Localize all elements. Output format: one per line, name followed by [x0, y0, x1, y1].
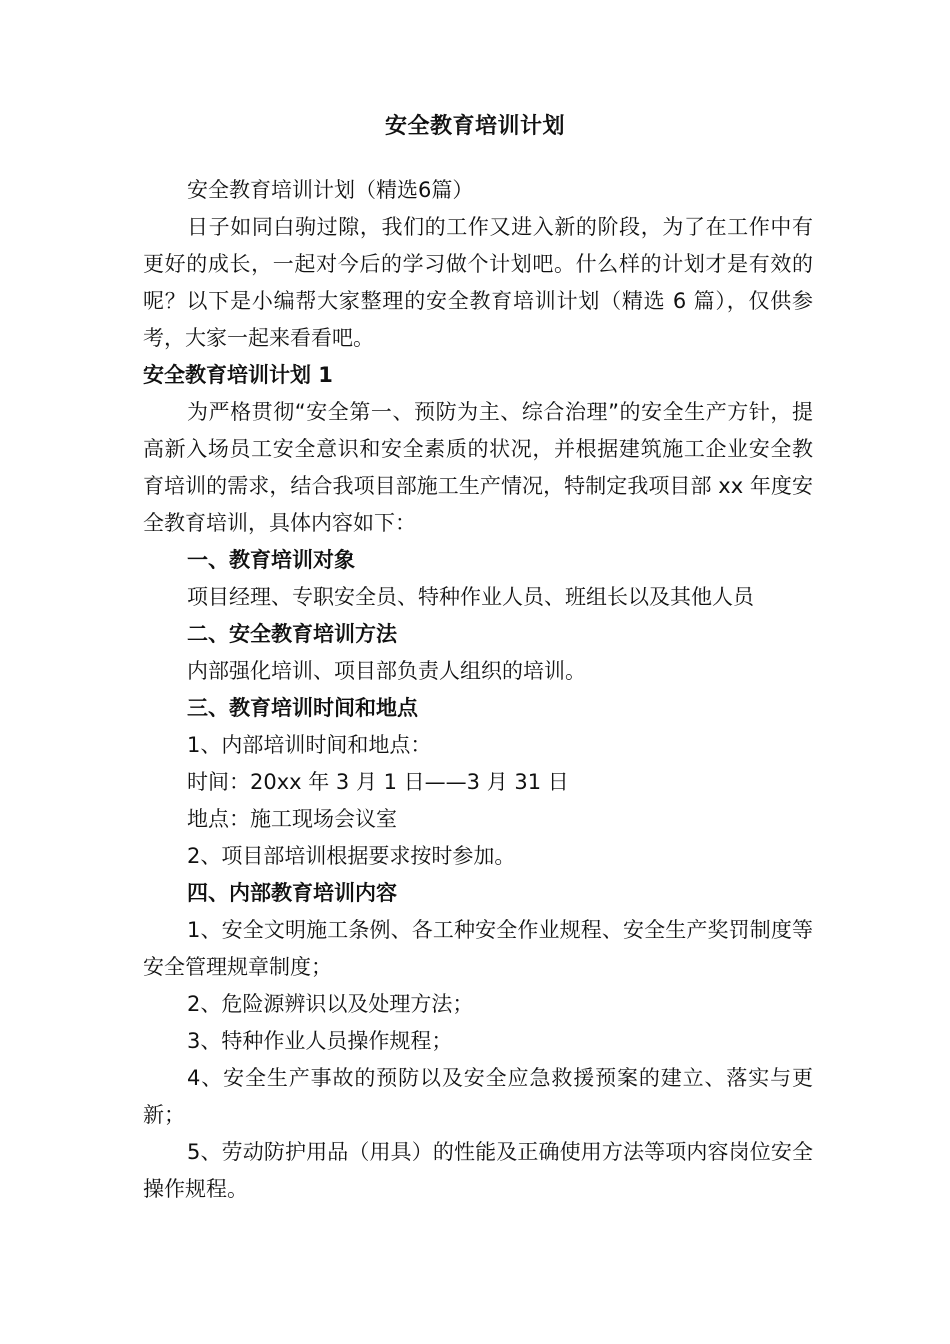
heading-training-content: 四、内部教育培训内容 [187, 881, 397, 905]
plan-1-paragraph: 为严格贯彻“安全第一、预防为主、综合治理”的安全生产方针，提高新入场员工安全意识和安全素质的状况，并根据建筑施工企业安全教育培训的需求，结合我项目部施工生产情况，特制定我项目部 xx 年度安全教育培训，具体内容如下： [143, 400, 813, 535]
document-body [143, 172, 813, 1208]
content-item-5: 5、劳动防护用品（用具）的性能及正确使用方法等项内容岗位安全操作规程。 [143, 1140, 813, 1201]
intro-paragraph: 日子如同白驹过隙，我们的工作又进入新的阶段，为了在工作中有更好的成长，一起对今后的学习做个计划吧。什么样的计划才是有效的呢？以下是小编帮大家整理的安全教育培训计划（精选 6 篇），仅供参考，大家一起来看看吧。 [143, 215, 813, 350]
content-item-4: 4、安全生产事故的预防以及安全应急救援预案的建立、落实与更新； [143, 1066, 813, 1127]
subtitle-paragraph: 安全教育培训计划（精选6篇） [187, 178, 474, 202]
section-heading-plan-1: 安全教育培训计划 1 [143, 363, 333, 387]
document-title: 安全教育培训计划 [384, 114, 565, 139]
heading-time-and-place: 三、教育培训时间和地点 [187, 696, 418, 720]
training-targets-text: 项目经理、专职安全员、特种作业人员、班组长以及其他人员 [187, 585, 754, 609]
content-item-1: 1、安全文明施工条例、各工种安全作业规程、安全生产奖罚制度等安全管理规章制度； [143, 918, 813, 979]
time-place-item-2: 2、项目部培训根据要求按时参加。 [187, 844, 516, 868]
content-item-2: 2、危险源辨识以及处理方法； [187, 992, 474, 1016]
place-text: 地点：施工现场会议室 [187, 807, 397, 831]
heading-training-methods: 二、安全教育培训方法 [187, 622, 397, 646]
heading-training-targets: 一、教育培训对象 [187, 548, 355, 572]
time-place-item-1: 1、内部培训时间和地点： [187, 733, 432, 757]
training-methods-text: 内部强化培训、项目部负责人组织的培训。 [187, 659, 586, 683]
time-text: 时间：20xx 年 3 月 1 日——3 月 31 日 [187, 770, 569, 794]
content-item-3: 3、特种作业人员操作规程； [187, 1029, 453, 1053]
